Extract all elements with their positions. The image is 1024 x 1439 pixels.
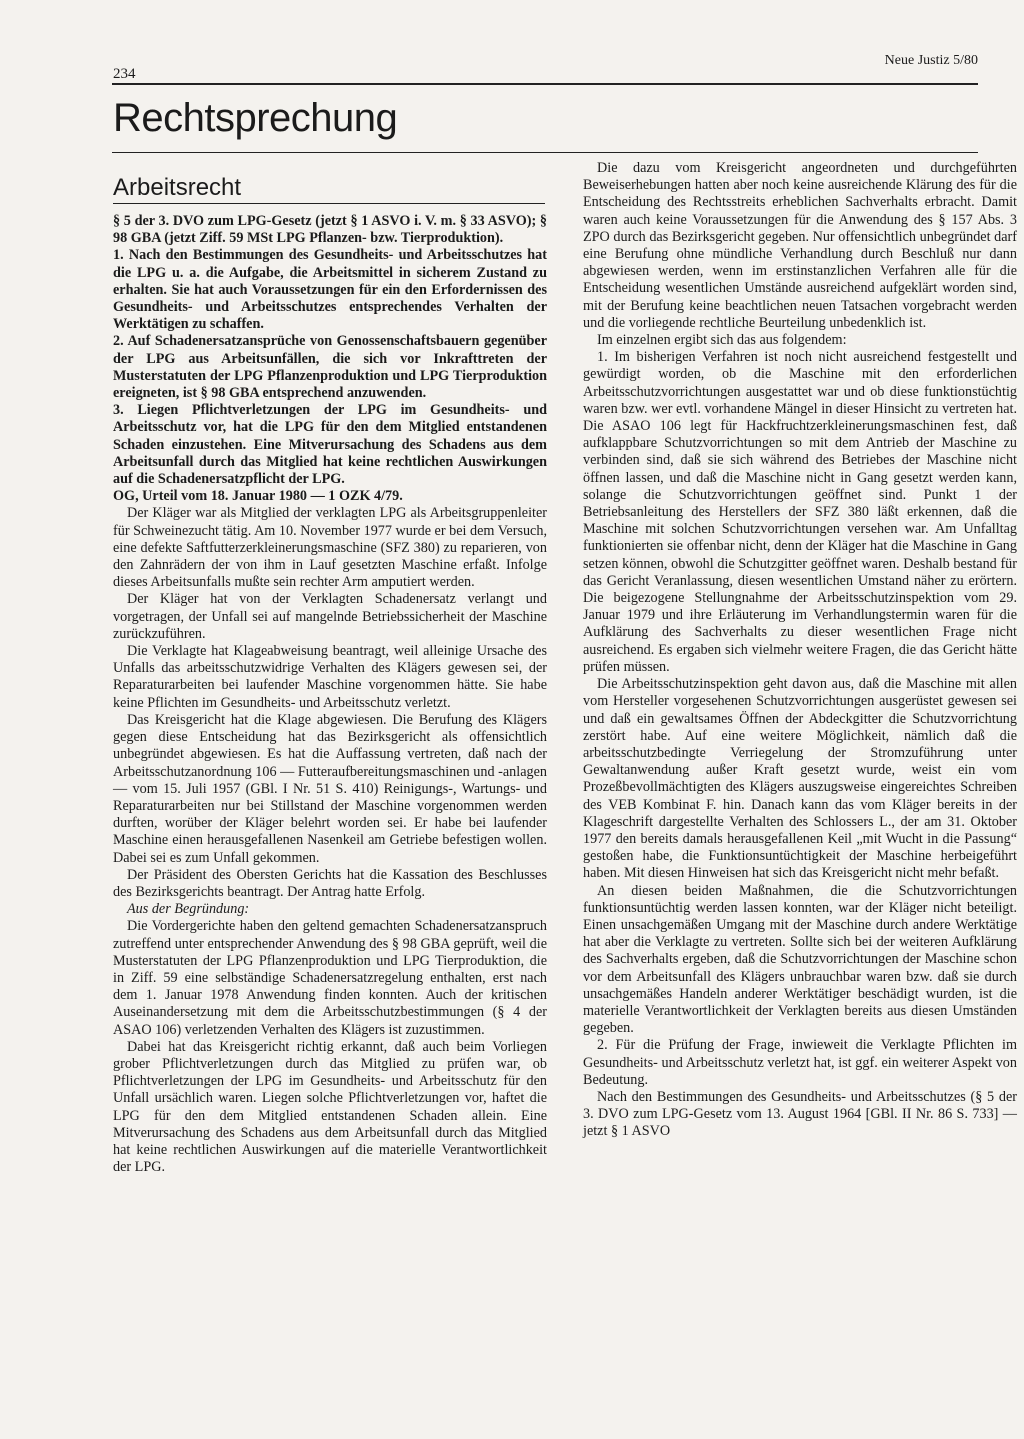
subsection-title: Arbeitsrecht (113, 174, 242, 201)
left-paragraph: OG, Urteil vom 18. Januar 1980 — 1 OZK 4/79. (113, 488, 403, 505)
left-paragraph: Der Kläger hat von der Verklagten Schadenersatz verlangt und vorgetragen, der Unfall sei auf mangelnde Betriebssicherheit der Maschine zurückzuführen. (113, 591, 547, 642)
right-column-body (583, 160, 1017, 1141)
right-paragraph: 2. Für die Prüfung der Frage, inwieweit die Verklagte Pflichten im Gesundheits- und Arbeitsschutz verletzt hat, ist ggf. ein weiterer Aspekt von Bedeutung. (583, 1037, 1017, 1088)
right-paragraph: Die Arbeitsschutzinspektion geht davon aus, daß die Maschine mit allen vom Hersteller vorgesehenen Schutzvorrichtungen ausgerüstet gewesen sei und daß ein gewaltsames Öffnen der Abdeckgitter die Schutzvorrichtung zerstört habe. Auf eine weitere Möglichkeit, nämlich daß die arbeitsschutzbedingte Verriegelung der Stromzuführung unter Gewaltanwendung außer Kraft gesetzt wurde, weist ein vom Prozeßbevollmächtigten des Klägers auszugsweise eingereichtes Schreiben des VEB Kombinat F. hin. Danach kann das vom Kläger bereits in der Klageschrift dargestellte Verhalten des Schlossers L., der am 31. Oktober 1977 den bereits damals herausgefallenen Keil „mit Wucht in die Passung“ gestoßen habe, die Funktionsuntüchtigkeit der Maschine herbeigeführt haben. Mit diesen Hinweisen hat sich das Kreisgericht nicht mehr befaßt. (583, 676, 1017, 882)
page-number: 234 (113, 66, 136, 82)
left-paragraph: Dabei hat das Kreisgericht richtig erkannt, daß auch beim Vorliegen grober Pflichtverletzungen durch das Mitglied zu prüfen war, ob Pflichtverletzungen der LPG im Gesundheits- und Arbeitsschutz für den Unfall ursächlich waren. Liegen solche Pflichtverletzungen vor, haftet die LPG für den dem Mitglied entstandenen Schaden allein. Eine Mitverursachung des Schadens aus dem Arbeitsunfall durch das Mitglied hat keine rechtlichen Auswirkungen auf die materielle Verantwortlichkeit der LPG. (113, 1038, 547, 1176)
left-paragraph: Die Verklagte hat Klageabweisung beantragt, weil alleinige Ursache des Unfalls das arbeitsschutzwidrige Verhalten des Klägers gewesen sei, der Reparaturarbeiten bei laufender Maschine vorgenommen hätte. Sie habe keine Pflichten im Gesundheits- und Arbeitsschutz verletzt. (113, 643, 547, 711)
left-paragraph: § 5 der 3. DVO zum LPG-Gesetz (jetzt § 1 ASVO i. V. m. § 33 ASVO); § 98 GBA (jetzt Ziff. 59 MSt LPG Pflanzen- bzw. Tierproduktion). (113, 213, 547, 247)
right-paragraph: 1. Im bisherigen Verfahren ist noch nicht ausreichend festgestellt und gewürdigt worden, ob die Maschine mit den erforderlichen Arbeitsschutzvorrichtungen ausgestattet war und ob diese funktionstüchtig waren bzw. wer evtl. vorhandene Mängel in dieser Hinsicht zu vertreten hat. Die ASAO 106 legt für Hackfruchtzerkleinerungsmaschinen fest, daß aufklappbare Schutzvorrichtungen so mit dem Antrieb der Maschine zu verbinden sind, daß sie sich während des Betriebes der Maschine nicht öffnen lassen, und daß die Maschine nicht in Gang gesetzt werden kann, solange die Schutzvorrichtungen geöffnet sind. Punkt 1 der Betriebsanleitung des Herstellers der SFZ 380 läßt erkennen, daß die Maschine mit solchen Schutzvorrichtungen versehen war. Am Unfalltag funktionierten sie offenbar nicht, denn der Kläger hat die Maschine in Gang setzen können, obwohl die Schutzgitter geöffnet waren. Deshalb bestand für das Gericht Veranlassung, diesen wesentlichen Umstand näher zu erörtern. Die beigezogene Stellungnahme der Arbeitsschutzinspektion vom 29. Januar 1979 und ihre Erläuterung im Verhandlungstermin waren für die Aufklärung des Sachverhalts zu dieser wesentlichen Frage nicht ausreichend. Es ergaben sich vielmehr weitere Fragen, die das Gericht hätte prüfen müssen. (583, 349, 1017, 675)
left-paragraph: Der Kläger war als Mitglied der verklagten LPG als Arbeitsgruppenleiter für Schweinezucht tätig. Am 10. November 1977 wurde er bei dem Versuch, eine defekte Saftfutterzerkleinerungsmaschine (SFZ 380) zu reparieren, von den Zahnrädern der von ihm in Lauf gesetzten Maschine erfaßt. Infolge dieses Arbeitsunfalls mußte sein rechter Arm amputiert werden. (113, 505, 547, 591)
subsection-divider (113, 203, 545, 204)
section-title: Rechtsprechung (113, 96, 398, 140)
left-paragraph: Die Vordergerichte haben den geltend gemachten Schadenersatzanspruch zutreffend unter entsprechender Anwendung des § 98 GBA geprüft, weil die Musterstatuten der LPG Pflanzenproduktion und LPG Tierproduktion, die in Ziff. 59 eine selbständige Schadenersatzregelung enthalten, erst nach dem 1. Januar 1978 Anwendung finden konnten. Auch der kritischen Auseinandersetzung mit dem die Arbeitsschutzbestimmungen (§ 4 der ASAO 106) verletzenden Verhalten des Klägers ist zuzustimmen. (113, 918, 547, 1038)
right-column (583, 160, 1017, 1141)
journal-reference: Neue Justiz 5/80 (884, 53, 978, 68)
right-paragraph: Im einzelnen ergibt sich das aus folgendem: (597, 332, 847, 349)
right-paragraph: An diesen beiden Maßnahmen, die die Schutzvorrichtungen funktionsuntüchtig werden lassen konnten, war der Kläger nicht beteiligt. Einen unsachgemäßen Umgang mit der Maschine durch andere Werktätige hat aber die Verklagte zu vertreten. Sollte sich bei der weiteren Aufklärung des Sachverhalts ergeben, daß die Schutzvorrichtungen der Maschine schon vor dem Arbeitsunfall des Klägers unbrauchbar waren bzw. daß sie durch unsachgemäßes Handeln anderer Werktätiger beschädigt wurden, ist die materielle Verantwortlichkeit der Verklagten bereits aus diesen Umständen gegeben. (583, 882, 1017, 1037)
header-divider (112, 83, 978, 85)
right-paragraph: Die dazu vom Kreisgericht angeordneten und durchgeführten Beweiserhebungen hatten aber noch keine ausreichende Klärung des für die Entscheidung des Rechtsstreits erheblichen Sachverhalts erbracht. Damit waren auch keine Voraussetzungen für die Anwendung des § 157 Abs. 3 ZPO durch das Bezirksgericht gegeben. Nur offensichtlich unbegründet darf eine Berufung ohne mündliche Verhandlung durch Beschluß nur dann abgewiesen werden, wenn im erstinstanzlichen Verfahren alle für die Entscheidung wesentlichen Umstände ausreichend aufgeklärt worden sind, mit der Berufung keine beachtlichen neuen Tatsachen vorgebracht werden und die vorliegende rechtliche Beurteilung unbedenklich ist. (583, 160, 1017, 331)
left-paragraph: Das Kreisgericht hat die Klage abgewiesen. Die Berufung des Klägers gegen diese Entscheidung hat das Bezirksgericht als offensichtlich unbegründet abgewiesen. Es hat die Auffassung vertreten, daß nach der Arbeitsschutzanordnung 106 — Futteraufbereitungsmaschinen und -anlagen — vom 15. Juli 1957 (GBl. I Nr. 51 S. 410) Reinigungs-, Wartungs- und Reparaturarbeiten nur bei Stillstand der Maschine vorgenommen werden durften, worüber der Kläger belehrt worden sei. Er habe bei laufender Maschine einen herausgefallenen Nasenkeil am Getriebe befestigen wollen. Dabei sei es zum Unfall gekommen. (113, 711, 547, 866)
right-paragraph: Nach den Bestimmungen des Gesundheits- und Arbeitsschutzes (§ 5 der 3. DVO zum LPG-Gesetz vom 13. August 1964 [GBl. II Nr. 86 S. 733] — jetzt § 1 ASVO (583, 1088, 1017, 1140)
left-paragraph: 3. Liegen Pflichtverletzungen der LPG im Gesundheits- und Arbeitsschutz vor, hat die LPG für den dem Mitglied entstandenen Schaden einzustehen. Eine Mitverursachung des Schadens aus dem Arbeitsunfall durch das Mitglied hat keine rechtlichen Auswirkungen auf die Schadenersatzpflicht der LPG. (113, 402, 547, 488)
left-column (113, 160, 547, 1176)
left-paragraph: 1. Nach den Bestimmungen des Gesundheits- und Arbeitsschutzes hat die LPG u. a. die Aufgabe, die Arbeitsmittel in sicherem Zustand zu erhalten. Sie hat auch Voraussetzungen für ein den Erfordernissen des Gesundheits- und Arbeitsschutzes entsprechendes Verhalten der Werktätigen zu schaffen. (113, 247, 547, 333)
left-paragraph: 2. Auf Schadenersatzansprüche von Genossenschaftsbauern gegenüber der LPG aus Arbeitsunfällen, die sich vor Inkrafttreten der Musterstatuten der LPG Pflanzenproduktion und LPG Tierproduktion ereigneten, ist § 98 GBA entsprechend anzuwenden. (113, 333, 547, 402)
left-paragraph: Aus der Begründung: (127, 901, 250, 918)
left-paragraph: Der Präsident des Obersten Gerichts hat die Kassation des Beschlusses des Bezirksgerichts beantragt. Der Antrag hatte Erfolg. (113, 866, 547, 900)
section-divider (112, 152, 978, 153)
left-column-body (113, 213, 547, 1176)
